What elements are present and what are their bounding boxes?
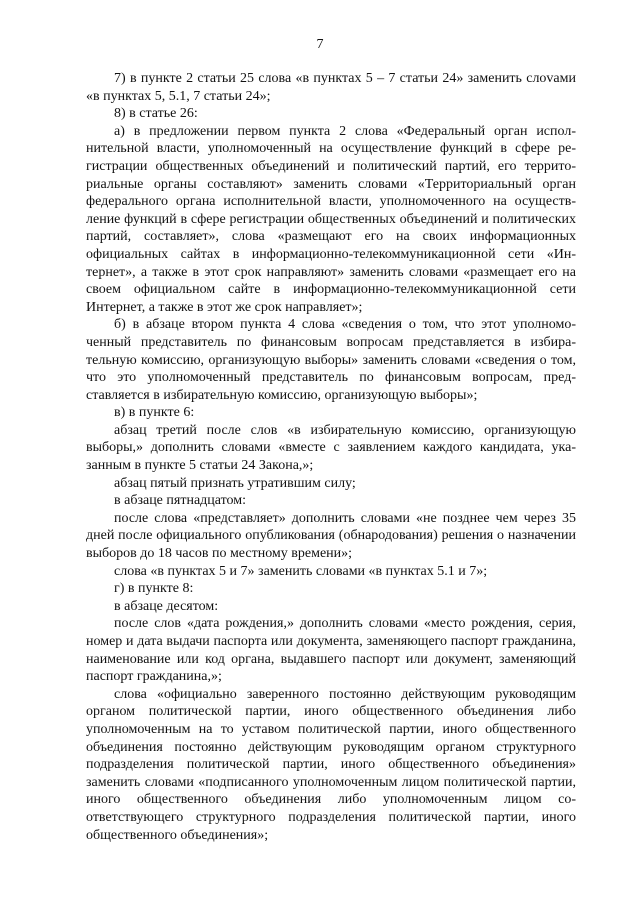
- paragraph-abzac-tretiy: абзац третий после слов «в избирательную комиссию, организующую выборы,» дополнить словами «вместе с заявлением каждого кандидата, указанным в пункте 5 статьи 24 Закона,»;: [86, 422, 576, 474]
- paragraph-subitem-a: а) в предложении первом пункта 2 слова «Федеральный орган исполнительной власти, уполномоченный на осуществление функций в сфере регистрации общественных объединений и политический партий, его территориальные органы составляют» заменить словами «Территориальный орган федерального органа исполнительной власти, уполномоченного на осуществление функций в сфере регистрации общественных объединений и политических партий, составляет», слова «размещают его на своих информационных официальных сайтах в информационно-телекоммуникационной сети «Интернет», а также в этот срок направляют» заменить словами «размещает его на своем официальном сайте в информационно-телекоммуникационной сети Интернет, а также в этот же срок направляет»;: [86, 123, 576, 315]
- paragraph-subitem-b: б) в абзаце втором пункта 4 слова «сведения о том, что этот уполномоченный представитель по финансовым вопросам представляется в избирательную комиссию, организующую выборы» заменить словами «сведения о том, что это уполномоченный представитель по финансовым вопросам, представляется в избирательную комиссию, организующую выборы»;: [86, 317, 576, 403]
- paragraph-abzac-desyatyy: в абзаце десятом:: [114, 598, 219, 614]
- paragraph-slova-punkty: слова «в пунктах 5 и 7» заменить словами «в пунктах 5.1 и 7»;: [114, 563, 488, 579]
- paragraph-abzac-pyatyy: абзац пятый признать утратившим силу;: [114, 475, 356, 491]
- paragraph-posle-slova: после слова «представляет» дополнить словами «не позднее чем через 35 дней после официального опубликования (обнародования) решения о назначении выборов до 18 часов по местному времени»;: [86, 510, 576, 562]
- document-body: [86, 70, 576, 844]
- paragraph-subitem-v: в) в пункте 6:: [114, 405, 195, 421]
- paragraph-item-7: 7) в пункте 2 статьи 25 слова «в пунктах 5 – 7 статьи 24» заменить слоvами «в пунктах 5, 5.1, 7 статьи 24»;: [86, 71, 576, 104]
- paragraph-posle-slov-data: после слов «дата рождения,» дополнить словами «место рождения, серия, номер и дата выдачи паспорта или документа, заменяющего паспорт гражданина, наименование или код органа, выдавшего паспорт или документ, заменяющий паспорт гражданина,»;: [86, 616, 576, 685]
- paragraph-subitem-g: г) в пункте 8:: [114, 581, 194, 597]
- paragraph-slova-oficialno: слова «официально заверенного постоянно действующим руководящим органом политической партии, иного общественного объединения либо уполномоченным на то уставом политической партии, иного общественного объединения постоянно действующим руководящим органом структурного подразделения политической партии, иного общественного объединения» заменить словами «подписанного уполномоченным лицом политической партии, иного общественного объединения либо уполномоченным лицом соответствующего структурного подразделения политической партии, иного общественного объединения»;: [86, 686, 576, 843]
- page-number: 7: [316, 37, 324, 52]
- paragraph-abzac-pyatnadcatyy: в абзаце пятнадцатом:: [114, 493, 247, 509]
- paragraph-item-8: 8) в статье 26:: [114, 106, 198, 122]
